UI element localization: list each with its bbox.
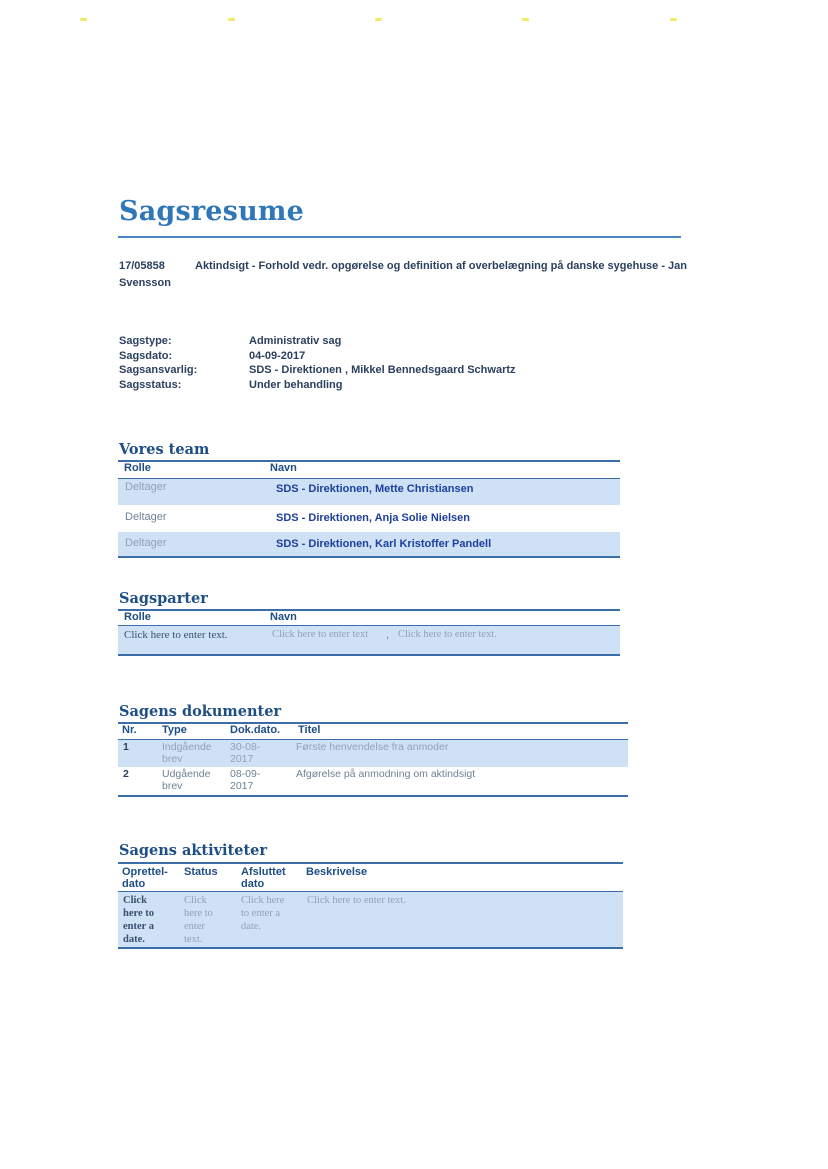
table-row [118, 505, 620, 532]
header-nr: Nr. [122, 724, 137, 736]
header-line: dato [122, 878, 146, 890]
doc-nr: 1 [123, 741, 129, 753]
table-bottom-rule [118, 947, 623, 949]
meta-value: Under behandling [249, 378, 343, 391]
case-meta [119, 334, 516, 392]
doc-nr: 2 [123, 768, 129, 780]
activity-status[interactable] [184, 894, 213, 946]
party-name[interactable]: Click here to enter text [272, 629, 369, 640]
team-section-title: Vores team [119, 441, 210, 458]
doc-title[interactable]: Første henvendelse fra anmoder [296, 741, 449, 753]
speck [80, 18, 87, 21]
meta-value: SDS - Direktionen , Mikkel Bennedsgaard Schwartz [249, 364, 516, 376]
documents-table [118, 722, 628, 797]
speck [522, 18, 529, 21]
cell-line: enter [184, 921, 205, 932]
case-title: Aktindsigt - Forhold vedr. opgørelse og definition af overbelægning på danske sygehuse - Jan Svensson [119, 260, 688, 289]
doc-date-line: 2017 [230, 780, 254, 792]
meta-value: 04-09-2017 [249, 349, 306, 362]
cell-line: to enter a [241, 908, 281, 919]
cell-line: here to [184, 908, 213, 919]
team-table [118, 460, 620, 558]
doc-type-line: brev [162, 753, 183, 765]
doc-date [230, 741, 260, 765]
doc-title[interactable]: Afgørelse på anmodning om aktindsigt [296, 768, 476, 780]
cell-line: enter a [123, 921, 155, 932]
party-separator: , [386, 629, 390, 641]
scan-specks [0, 0, 828, 40]
meta-label: Sagsstatus: [119, 378, 182, 391]
meta-row [119, 349, 516, 364]
header-navn: Navn [270, 462, 297, 474]
doc-type [162, 768, 210, 792]
activity-completed-date[interactable] [241, 894, 284, 933]
meta-row [119, 334, 516, 349]
case-line [119, 258, 689, 292]
header-line: Oprettel- [122, 866, 168, 878]
speck [375, 18, 382, 21]
cell-line: Click [123, 895, 147, 906]
team-role: Deltager [125, 537, 167, 549]
meta-label: Sagsdato: [119, 349, 173, 362]
cell-line: text. [184, 934, 203, 945]
team-role: Deltager [125, 511, 167, 523]
team-name: SDS - Direktionen, Karl Kristoffer Pandell [276, 538, 492, 550]
speck [228, 18, 235, 21]
doc-type-line: Indgående [162, 741, 212, 753]
table-row [118, 892, 623, 947]
cell-line: date. [123, 934, 145, 945]
case-number: 17/05858 [119, 260, 165, 272]
table-bottom-rule [118, 795, 628, 797]
cell-line: date. [241, 921, 262, 932]
header-rolle: Rolle [124, 462, 151, 474]
documents-section-title: Sagens dokumenter [119, 703, 282, 720]
meta-row [119, 378, 516, 393]
meta-label: Sagsansvarlig: [119, 364, 198, 376]
table-header [118, 611, 620, 626]
header-line: dato [241, 878, 265, 890]
team-role: Deltager [125, 481, 167, 493]
table-row [118, 479, 620, 505]
table-header [118, 462, 620, 479]
speck [670, 18, 677, 21]
meta-row [119, 363, 516, 378]
activity-description[interactable]: Click here to enter text. [307, 895, 406, 906]
table-row [118, 767, 628, 795]
header-dokdato: Dok.dato. [230, 724, 281, 736]
team-name: SDS - Direktionen, Anja Solie Nielsen [276, 512, 470, 524]
doc-date-line: 30-08- [230, 741, 261, 753]
activities-table [118, 862, 623, 949]
table-bottom-rule [118, 556, 620, 558]
header-status: Status [184, 866, 218, 878]
doc-type-line: brev [162, 780, 183, 792]
cell-line: Click here [241, 895, 285, 906]
table-row [118, 740, 628, 767]
header-afsluttet-dato [241, 866, 286, 890]
header-beskrivelse: Beskrivelse [306, 866, 368, 878]
cell-line: Click [184, 895, 207, 906]
table-row [118, 532, 620, 556]
parties-section-title: Sagsparter [119, 590, 208, 607]
parties-table [118, 609, 620, 656]
doc-date-line: 2017 [230, 753, 254, 765]
header-navn: Navn [270, 611, 297, 623]
title-rule [118, 236, 681, 238]
meta-value: Administrativ sag [249, 335, 342, 347]
doc-type-line: Udgående [162, 768, 211, 780]
header-type: Type [162, 724, 187, 736]
header-oprettelsesdato [122, 866, 168, 890]
table-header [118, 864, 623, 892]
header-rolle: Rolle [124, 611, 151, 623]
doc-date-line: 08-09- [230, 768, 261, 780]
table-row [118, 626, 620, 654]
header-line: Afsluttet [241, 866, 286, 878]
cell-line: here to [123, 908, 155, 919]
table-header [118, 724, 628, 740]
team-name: SDS - Direktionen, Mette Christiansen [276, 483, 474, 495]
doc-date [230, 768, 260, 792]
header-titel: Titel [298, 724, 321, 736]
party-role[interactable]: Click here to enter text. [124, 629, 228, 641]
meta-label: Sagstype: [119, 335, 172, 347]
page-title: Sagsresume [119, 196, 305, 227]
activities-section-title: Sagens aktiviteter [119, 842, 268, 859]
doc-type [162, 741, 212, 765]
activity-created-date[interactable] [123, 894, 154, 946]
party-name-2[interactable]: Click here to enter text. [398, 629, 497, 640]
table-bottom-rule [118, 654, 620, 656]
